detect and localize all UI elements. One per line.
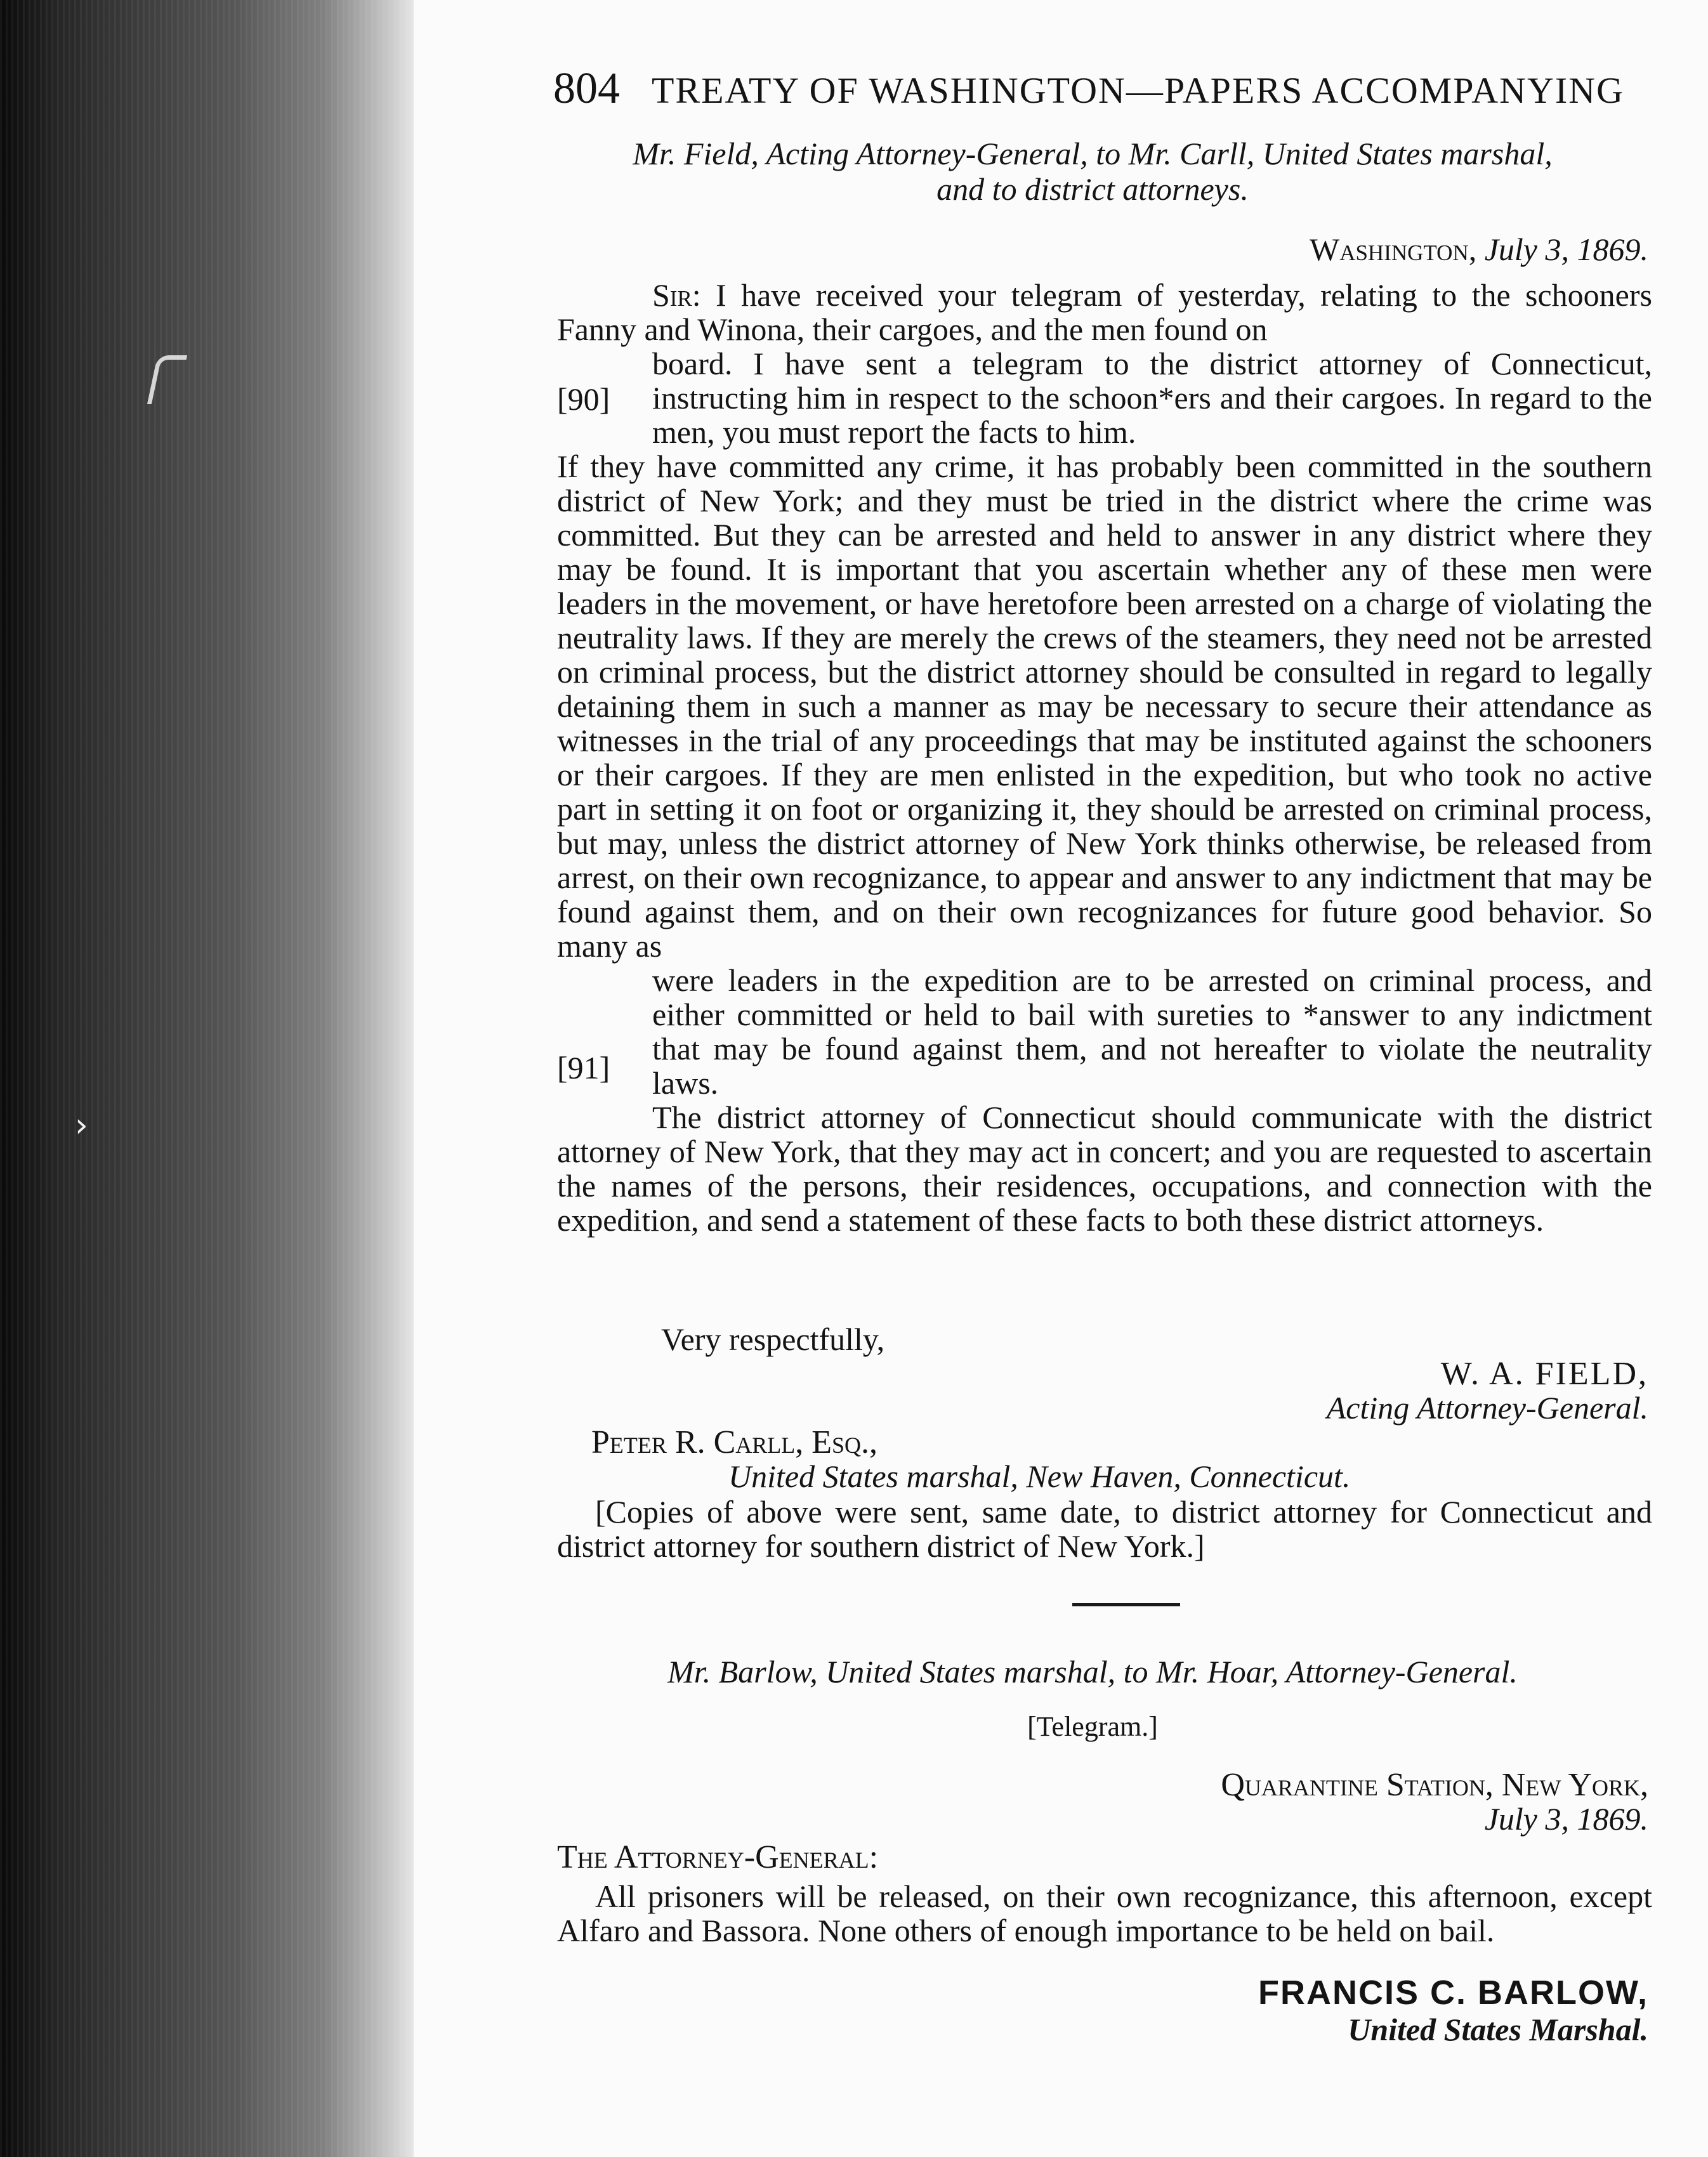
signer-title: Acting Attorney-General. <box>1326 1390 1648 1426</box>
paragraph-1d: were leaders in the expedition are to be arrested on criminal process, and either committed or held to bail with sureties to *answer to any indictment that may be found against them, and not hereafter to violate the neutrality laws. <box>652 962 1652 1101</box>
running-title: TREATY OF WASHINGTON—PAPERS ACCOMPANYING <box>652 70 1624 111</box>
signer-name: W. A. FIELD, <box>1440 1356 1648 1392</box>
addressee-name: Peter R. Carll, Esq., <box>591 1424 878 1460</box>
letter2-heading: Mr. Barlow, United States marshal, to Mr. Hoar, Attorney-General. <box>667 1654 1518 1689</box>
letter1-body <box>557 278 1652 1237</box>
paragraph-1a-text: I have received your telegram of yesterday, relating to the schooners Fanny and Winona, their cargoes, and the men found on <box>557 277 1652 347</box>
paragraph-2: The district attorney of Connecticut should communicate with the district attorney of New York, that they may act in concert; and you are requested to ascertain the names of the persons, their residences, occupations, and connection with the expedition, and send a statement of these facts to both these district attorneys. <box>557 1099 1652 1238</box>
copies-note-text: [Copies of above were sent, same date, to district attorney for Connecticut and district attorney for southern district of New York.] <box>557 1494 1652 1564</box>
paragraph-1a <box>557 278 1652 346</box>
running-header <box>553 63 1624 114</box>
letter2-signer-title: United States Marshal. <box>1348 2012 1648 2047</box>
letter1-dateline-date: July 3, 1869. <box>1484 232 1648 267</box>
page-number: 804 <box>553 64 620 113</box>
book-page <box>414 0 1708 2157</box>
margin-note-90: [90] <box>557 381 610 417</box>
letter2-body <box>557 1879 1652 1948</box>
telegram-label: [Telegram.] <box>1027 1711 1158 1742</box>
copies-note <box>557 1495 1652 1563</box>
addressee-title: United States marshal, New Haven, Connecticut. <box>728 1459 1351 1494</box>
paragraph-1c: If they have committed any crime, it has probably been committed in the southern district of New York; and they must be tried in the district where the crime was committed. But they can be arrested and held to answer in any district where they may be found. It is important that you ascertain whether any of these men were leaders in the movement, or have heretofore been arrested on a charge of violating the neutrality laws. If they are merely the crews of the steamers, they need not be arrested on criminal process, but the district attorney should be consulted in regard to legally detaining them in such a manner as may be necessary to secure their attendance as witnesses in the trial of any proceedings that may be instituted against the schooners or their cargoes. If they are men enlisted in the expedition, but who took no active part in setting it on foot or organizing it, they should be arrested on criminal process, but may, unless the district attorney of New York thinks otherwise, be released from arrest, on their own recognizance, to appear and answer to any indictment that may be found against them, and on their own recognizances for future good behavior. So many as <box>557 449 1652 964</box>
paragraph-1b: board. I have sent a telegram to the district attorney of Connecticut, instructing him in respect to the schoon*ers and their cargoes. In regard to the men, you must report the facts to him. <box>652 346 1652 450</box>
margin-pen-mark <box>147 355 187 404</box>
letter2-body-text: All prisoners will be released, on their own recognizance, this afternoon, except Alfaro and Bassora. None others of enough importance to be held on bail. <box>557 1878 1652 1948</box>
closing-line: Very respectfully, <box>661 1321 885 1357</box>
letter2-dateline-date: July 3, 1869. <box>1484 1801 1648 1837</box>
letter1-dateline <box>794 231 1648 268</box>
letter1-heading-line2: and to district attorneys. <box>936 171 1249 207</box>
margin-arrow-mark: › <box>75 1106 88 1144</box>
letter2-dateline-place: Quarantine Station, New York, <box>1221 1767 1648 1803</box>
letter1-heading-line1: Mr. Field, Acting Attorney-General, to Mr. Carll, United States marshal, <box>633 136 1553 171</box>
letter2-salutation: The Attorney-General: <box>557 1839 879 1875</box>
letter1-heading <box>515 136 1670 207</box>
margin-note-91: [91] <box>557 1050 610 1085</box>
letter2-signer: FRANCIS C. BARLOW, <box>1258 1974 1648 2012</box>
section-divider <box>1072 1603 1180 1606</box>
page-edge-binding <box>0 0 414 2157</box>
salutation-sir: Sir: <box>652 277 701 313</box>
letter1-dateline-place: Washington, <box>1310 232 1477 267</box>
